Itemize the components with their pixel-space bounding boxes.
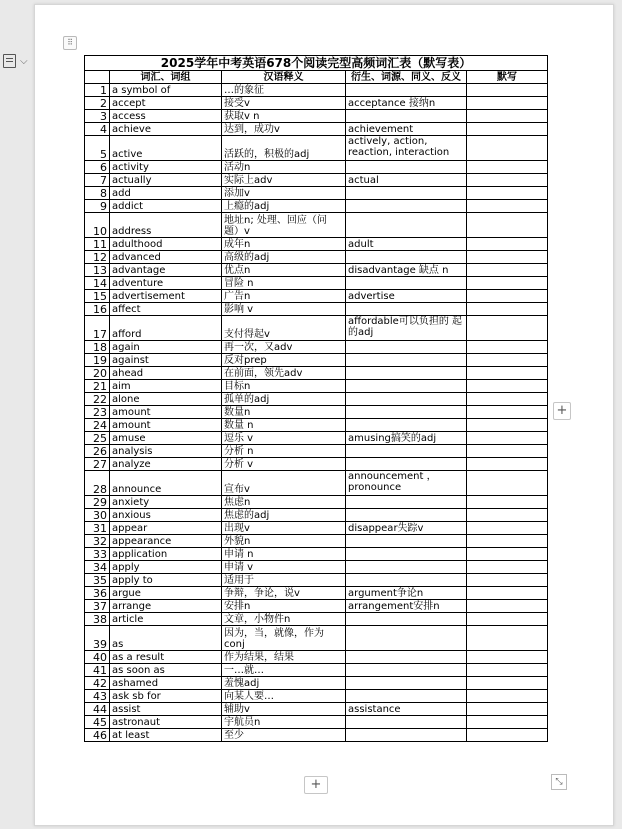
derivative-cell xyxy=(346,458,467,471)
row-number: 39 xyxy=(85,626,110,651)
derivative-cell xyxy=(346,110,467,123)
dictation-cell[interactable] xyxy=(467,393,548,406)
word-cell: appear xyxy=(110,522,222,535)
meaning-cell: 数量n xyxy=(222,406,346,419)
dictation-cell[interactable] xyxy=(467,703,548,716)
derivative-cell: assistance xyxy=(346,703,467,716)
derivative-cell xyxy=(346,651,467,664)
meaning-cell: 数量 n xyxy=(222,419,346,432)
table-row xyxy=(85,97,548,110)
row-number: 4 xyxy=(85,123,110,136)
word-cell: article xyxy=(110,613,222,626)
meaning-cell: 作为结果，结果 xyxy=(222,651,346,664)
word-cell: as xyxy=(110,626,222,651)
derivative-cell xyxy=(346,690,467,703)
word-cell: ahead xyxy=(110,367,222,380)
row-number: 14 xyxy=(85,277,110,290)
row-number: 7 xyxy=(85,174,110,187)
table-row xyxy=(85,110,548,123)
word-cell: analysis xyxy=(110,445,222,458)
word-cell: accept xyxy=(110,97,222,110)
table-row xyxy=(85,84,548,97)
word-cell: amount xyxy=(110,406,222,419)
table-row xyxy=(85,161,548,174)
dictation-cell[interactable] xyxy=(467,432,548,445)
row-number: 25 xyxy=(85,432,110,445)
table-row xyxy=(85,664,548,677)
word-cell: advanced xyxy=(110,251,222,264)
derivative-cell xyxy=(346,187,467,200)
table-row xyxy=(85,200,548,213)
row-number: 27 xyxy=(85,458,110,471)
dictation-cell[interactable] xyxy=(467,548,548,561)
derivative-cell: actual xyxy=(346,174,467,187)
derivative-cell xyxy=(346,393,467,406)
derivative-cell xyxy=(346,213,467,238)
dictation-cell[interactable] xyxy=(467,600,548,613)
table-row xyxy=(85,600,548,613)
meaning-cell: 一…就… xyxy=(222,664,346,677)
word-cell: astronaut xyxy=(110,716,222,729)
word-cell: alone xyxy=(110,393,222,406)
meaning-cell: 羞愧adj xyxy=(222,677,346,690)
dictation-cell[interactable] xyxy=(467,174,548,187)
table-row xyxy=(85,238,548,251)
meaning-cell: 申请 v xyxy=(222,561,346,574)
row-number: 36 xyxy=(85,587,110,600)
derivative-cell xyxy=(346,354,467,367)
row-number: 33 xyxy=(85,548,110,561)
word-cell: addict xyxy=(110,200,222,213)
meaning-cell: 添加v xyxy=(222,187,346,200)
word-cell: activity xyxy=(110,161,222,174)
dictation-cell[interactable] xyxy=(467,458,548,471)
derivative-cell xyxy=(346,200,467,213)
row-number: 9 xyxy=(85,200,110,213)
derivative-cell xyxy=(346,664,467,677)
dictation-cell[interactable] xyxy=(467,613,548,626)
table-row xyxy=(85,290,548,303)
word-cell: at least xyxy=(110,729,222,742)
word-cell: announce xyxy=(110,471,222,496)
dictation-cell[interactable] xyxy=(467,161,548,174)
word-cell: application xyxy=(110,548,222,561)
dictation-cell[interactable] xyxy=(467,213,548,238)
row-number: 32 xyxy=(85,535,110,548)
meaning-cell: 宣布v xyxy=(222,471,346,496)
dictation-cell[interactable] xyxy=(467,716,548,729)
meaning-cell: …的象征 xyxy=(222,84,346,97)
row-number: 5 xyxy=(85,136,110,161)
word-cell: adulthood xyxy=(110,238,222,251)
row-number: 22 xyxy=(85,393,110,406)
word-cell: afford xyxy=(110,316,222,341)
table-row xyxy=(85,716,548,729)
row-number: 42 xyxy=(85,677,110,690)
derivative-cell xyxy=(346,496,467,509)
table-row xyxy=(85,406,548,419)
dictation-cell[interactable] xyxy=(467,380,548,393)
derivative-cell: disadvantage 缺点 n xyxy=(346,264,467,277)
word-cell: amount xyxy=(110,419,222,432)
row-number: 20 xyxy=(85,367,110,380)
table-row xyxy=(85,174,548,187)
row-number: 26 xyxy=(85,445,110,458)
derivative-cell: actively, action, reaction, interaction xyxy=(346,136,467,161)
meaning-cell: 在前面，领先adv xyxy=(222,367,346,380)
row-number: 11 xyxy=(85,238,110,251)
meaning-cell: 成年n xyxy=(222,238,346,251)
word-cell: advantage xyxy=(110,264,222,277)
dictation-cell[interactable] xyxy=(467,419,548,432)
table-row xyxy=(85,316,548,341)
meaning-cell: 活跃的，积极的adj xyxy=(222,136,346,161)
derivative-cell xyxy=(346,716,467,729)
row-number: 44 xyxy=(85,703,110,716)
table-row xyxy=(85,251,548,264)
dictation-cell[interactable] xyxy=(467,303,548,316)
derivative-cell: disappear失踪v xyxy=(346,522,467,535)
dictation-cell[interactable] xyxy=(467,341,548,354)
dictation-cell[interactable] xyxy=(467,354,548,367)
dictation-cell[interactable] xyxy=(467,561,548,574)
dictation-cell[interactable] xyxy=(467,367,548,380)
table-row xyxy=(85,535,548,548)
derivative-cell xyxy=(346,277,467,290)
table-row xyxy=(85,509,548,522)
table-row xyxy=(85,303,548,316)
table-row xyxy=(85,496,548,509)
row-number: 10 xyxy=(85,213,110,238)
dictation-cell[interactable] xyxy=(467,238,548,251)
dictation-cell[interactable] xyxy=(467,445,548,458)
word-cell: address xyxy=(110,213,222,238)
table-row xyxy=(85,729,548,742)
row-number: 24 xyxy=(85,419,110,432)
meaning-cell: 分析 v xyxy=(222,458,346,471)
table-row xyxy=(85,123,548,136)
add-column-button[interactable]: + xyxy=(553,402,571,420)
dictation-cell[interactable] xyxy=(467,522,548,535)
meaning-cell: 优点n xyxy=(222,264,346,277)
derivative-cell: announcement ，pronounce xyxy=(346,471,467,496)
derivative-cell xyxy=(346,380,467,393)
word-cell: assist xyxy=(110,703,222,716)
row-number: 16 xyxy=(85,303,110,316)
word-cell: adventure xyxy=(110,277,222,290)
meaning-cell: 安排n xyxy=(222,600,346,613)
word-cell: aim xyxy=(110,380,222,393)
dictation-cell[interactable] xyxy=(467,587,548,600)
row-number: 23 xyxy=(85,406,110,419)
derivative-cell: arrangement安排n xyxy=(346,600,467,613)
derivative-cell xyxy=(346,677,467,690)
table-row xyxy=(85,574,548,587)
derivative-cell xyxy=(346,613,467,626)
meaning-cell: 至少 xyxy=(222,729,346,742)
derivative-cell: adult xyxy=(346,238,467,251)
dictation-cell[interactable] xyxy=(467,264,548,277)
meaning-cell: 申请 n xyxy=(222,548,346,561)
derivative-cell: achievement xyxy=(346,123,467,136)
word-cell: affect xyxy=(110,303,222,316)
row-number: 30 xyxy=(85,509,110,522)
derivative-cell xyxy=(346,406,467,419)
meaning-cell: 活动n xyxy=(222,161,346,174)
row-number: 21 xyxy=(85,380,110,393)
word-cell: appearance xyxy=(110,535,222,548)
word-cell: arrange xyxy=(110,600,222,613)
row-number: 3 xyxy=(85,110,110,123)
derivative-cell xyxy=(346,729,467,742)
table-row xyxy=(85,471,548,496)
dictation-cell[interactable] xyxy=(467,406,548,419)
row-number: 34 xyxy=(85,561,110,574)
word-cell: ask sb for xyxy=(110,690,222,703)
table-row xyxy=(85,690,548,703)
meaning-cell: 分析 n xyxy=(222,445,346,458)
row-number: 19 xyxy=(85,354,110,367)
word-cell: against xyxy=(110,354,222,367)
derivative-cell: affordable可以负担的 起的adj xyxy=(346,316,467,341)
derivative-cell: advertise xyxy=(346,290,467,303)
dictation-cell[interactable] xyxy=(467,84,548,97)
table-row xyxy=(85,354,548,367)
word-cell: achieve xyxy=(110,123,222,136)
meaning-cell: 逗乐 v xyxy=(222,432,346,445)
word-cell: a symbol of xyxy=(110,84,222,97)
table-row xyxy=(85,213,548,238)
derivative-cell xyxy=(346,561,467,574)
row-number: 2 xyxy=(85,97,110,110)
meaning-cell: 广告n xyxy=(222,290,346,303)
vocab-table xyxy=(84,55,548,742)
word-cell: ashamed xyxy=(110,677,222,690)
word-cell: argue xyxy=(110,587,222,600)
derivative-cell xyxy=(346,574,467,587)
derivative-cell xyxy=(346,341,467,354)
table-row xyxy=(85,548,548,561)
word-cell: as soon as xyxy=(110,664,222,677)
meaning-cell: 接受v xyxy=(222,97,346,110)
block-menu-button[interactable] xyxy=(0,52,30,70)
dictation-cell[interactable] xyxy=(467,200,548,213)
row-number: 40 xyxy=(85,651,110,664)
dictation-cell[interactable] xyxy=(467,535,548,548)
meaning-cell: 焦虑的adj xyxy=(222,509,346,522)
dictation-cell[interactable] xyxy=(467,664,548,677)
table-title: 2025学年中考英语678个阅读完型高频词汇表（默写表） xyxy=(85,56,548,71)
table-move-handle-icon[interactable]: ⠿ xyxy=(63,36,77,50)
word-cell: anxious xyxy=(110,509,222,522)
derivative-cell: argument争论n xyxy=(346,587,467,600)
derivative-cell xyxy=(346,419,467,432)
row-number: 38 xyxy=(85,613,110,626)
document-icon xyxy=(3,54,16,68)
word-cell: apply to xyxy=(110,574,222,587)
derivative-cell: amusing搞笑的adj xyxy=(346,432,467,445)
row-number: 35 xyxy=(85,574,110,587)
meaning-cell: 孤单的adj xyxy=(222,393,346,406)
row-number: 29 xyxy=(85,496,110,509)
table-row xyxy=(85,367,548,380)
dictation-cell[interactable] xyxy=(467,110,548,123)
derivative-cell xyxy=(346,445,467,458)
word-cell: amuse xyxy=(110,432,222,445)
meaning-cell: 达到，成功v xyxy=(222,123,346,136)
derivative-cell xyxy=(346,548,467,561)
table-row xyxy=(85,587,548,600)
word-cell: as a result xyxy=(110,651,222,664)
table-row xyxy=(85,341,548,354)
meaning-cell: 冒险 n xyxy=(222,277,346,290)
meaning-cell: 文章，小物件n xyxy=(222,613,346,626)
row-number: 28 xyxy=(85,471,110,496)
row-number: 12 xyxy=(85,251,110,264)
meaning-cell: 宇航员n xyxy=(222,716,346,729)
word-cell: anxiety xyxy=(110,496,222,509)
derivative-cell xyxy=(346,84,467,97)
dictation-cell[interactable] xyxy=(467,651,548,664)
table-row xyxy=(85,613,548,626)
table-row xyxy=(85,445,548,458)
word-cell: advertisement xyxy=(110,290,222,303)
dictation-cell[interactable] xyxy=(467,729,548,742)
table-row xyxy=(85,677,548,690)
table-row xyxy=(85,136,548,161)
meaning-cell: 高级的adj xyxy=(222,251,346,264)
dictation-cell[interactable] xyxy=(467,290,548,303)
row-number: 41 xyxy=(85,664,110,677)
row-number: 13 xyxy=(85,264,110,277)
row-number: 31 xyxy=(85,522,110,535)
meaning-cell: 实际上adv xyxy=(222,174,346,187)
meaning-cell: 辅助v xyxy=(222,703,346,716)
table-row xyxy=(85,380,548,393)
dictation-cell[interactable] xyxy=(467,136,548,161)
row-number: 45 xyxy=(85,716,110,729)
derivative-cell: acceptance 接纳n xyxy=(346,97,467,110)
meaning-cell: 支付得起v xyxy=(222,316,346,341)
dictation-cell[interactable] xyxy=(467,496,548,509)
dictation-cell[interactable] xyxy=(467,251,548,264)
add-row-button[interactable]: + xyxy=(304,776,328,794)
row-number: 37 xyxy=(85,600,110,613)
meaning-cell: 上瘾的adj xyxy=(222,200,346,213)
meaning-cell: 向某人要… xyxy=(222,690,346,703)
dictation-cell[interactable] xyxy=(467,509,548,522)
table-row xyxy=(85,277,548,290)
meaning-cell: 焦虑n xyxy=(222,496,346,509)
meaning-cell: 目标n xyxy=(222,380,346,393)
table-row xyxy=(85,651,548,664)
meaning-cell: 适用于 xyxy=(222,574,346,587)
meaning-cell: 外貌n xyxy=(222,535,346,548)
table-row xyxy=(85,626,548,651)
meaning-cell: 影响 v xyxy=(222,303,346,316)
word-cell: add xyxy=(110,187,222,200)
header-word: 词汇、词组 xyxy=(110,71,222,84)
row-number: 18 xyxy=(85,341,110,354)
dictation-cell[interactable] xyxy=(467,626,548,651)
row-number: 46 xyxy=(85,729,110,742)
row-number: 6 xyxy=(85,161,110,174)
table-row xyxy=(85,264,548,277)
dictation-cell[interactable] xyxy=(467,677,548,690)
dictation-cell[interactable] xyxy=(467,97,548,110)
table-row xyxy=(85,393,548,406)
resize-handle-icon[interactable]: ⤡ xyxy=(551,774,567,790)
header-derivatives: 衍生、词源、同义、反义 xyxy=(346,71,467,84)
dictation-cell[interactable] xyxy=(467,471,548,496)
derivative-cell xyxy=(346,303,467,316)
meaning-cell: 因为，当，就像，作为conj xyxy=(222,626,346,651)
meaning-cell: 地址n; 处理、回应（问 题）v xyxy=(222,213,346,238)
header-meaning: 汉语释义 xyxy=(222,71,346,84)
table-row xyxy=(85,561,548,574)
word-cell: active xyxy=(110,136,222,161)
row-number: 1 xyxy=(85,84,110,97)
table-row xyxy=(85,458,548,471)
row-number: 15 xyxy=(85,290,110,303)
table-row xyxy=(85,187,548,200)
word-cell: access xyxy=(110,110,222,123)
table-row xyxy=(85,419,548,432)
dictation-cell[interactable] xyxy=(467,690,548,703)
derivative-cell xyxy=(346,509,467,522)
derivative-cell xyxy=(346,367,467,380)
table-row xyxy=(85,522,548,535)
word-cell: actually xyxy=(110,174,222,187)
word-cell: analyze xyxy=(110,458,222,471)
table-row xyxy=(85,432,548,445)
table-row xyxy=(85,703,548,716)
row-number: 17 xyxy=(85,316,110,341)
derivative-cell xyxy=(346,161,467,174)
dictation-cell[interactable] xyxy=(467,277,548,290)
dictation-cell[interactable] xyxy=(467,574,548,587)
meaning-cell: 反对prep xyxy=(222,354,346,367)
word-cell: apply xyxy=(110,561,222,574)
derivative-cell xyxy=(346,535,467,548)
meaning-cell: 获取v n xyxy=(222,110,346,123)
header-number xyxy=(85,71,110,84)
chevron-down-icon: ⌵ xyxy=(20,55,28,67)
dictation-cell[interactable] xyxy=(467,187,548,200)
derivative-cell xyxy=(346,251,467,264)
dictation-cell[interactable] xyxy=(467,316,548,341)
row-number: 43 xyxy=(85,690,110,703)
meaning-cell: 争辩，争论，说v xyxy=(222,587,346,600)
meaning-cell: 出现v xyxy=(222,522,346,535)
meaning-cell: 再一次，又adv xyxy=(222,341,346,354)
derivative-cell xyxy=(346,626,467,651)
dictation-cell[interactable] xyxy=(467,123,548,136)
row-number: 8 xyxy=(85,187,110,200)
word-cell: again xyxy=(110,341,222,354)
header-dictation: 默写 xyxy=(467,71,548,84)
